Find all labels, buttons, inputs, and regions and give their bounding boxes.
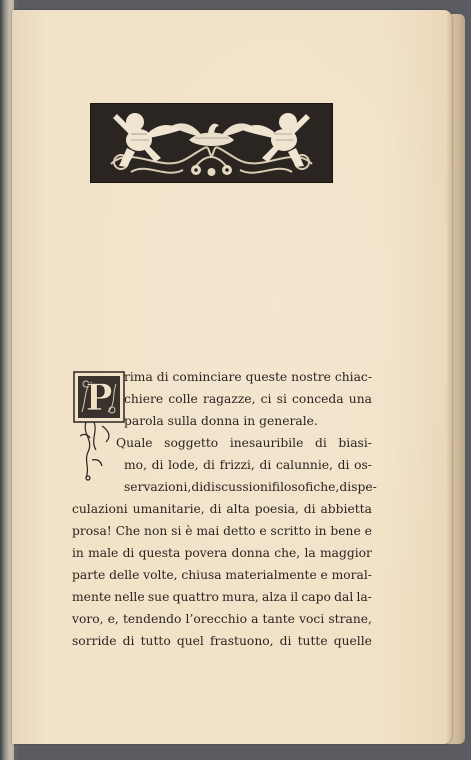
text-line: servazioni, di discussioni filosofiche, di spe- [124,480,377,494]
text-line: sorride di tutto quel frastuono, di tutte quelle [72,634,372,648]
text-line: mente nelle sue quattro mura, alza il capo dal la- [72,590,372,604]
body-text [72,366,377,652]
putti-swan-ornament-icon [91,104,332,182]
page-edge-shadow [446,10,452,744]
text-line: culazioni umanitarie, di alta poesia, di abbietta [72,502,372,516]
text-line: Quale soggetto inesauribile di biasi- [116,436,372,450]
text-line: chiere colle ragazze, ci si conceda una [124,392,372,406]
text-line: parte delle volte, chiusa materialmente e moral- [72,568,372,582]
text-line: prosa! Che non si è mai detto e scritto in bene e [72,524,372,538]
text-line: mo, di lode, di frizzi, di calunnie, di os- [124,458,372,472]
text-line: parola sulla donna in generale. [124,414,318,428]
text-line: voro, e, tendendo l’orecchio a tante voci strane, [72,612,372,626]
text-line: in male di questa povera donna che, la maggior [72,546,372,560]
text-line: rima di cominciare queste nostre chiac- [124,370,372,384]
ornamental-headpiece [90,103,333,183]
drop-cap-letter: P [85,377,113,419]
page-leaf [12,10,452,744]
